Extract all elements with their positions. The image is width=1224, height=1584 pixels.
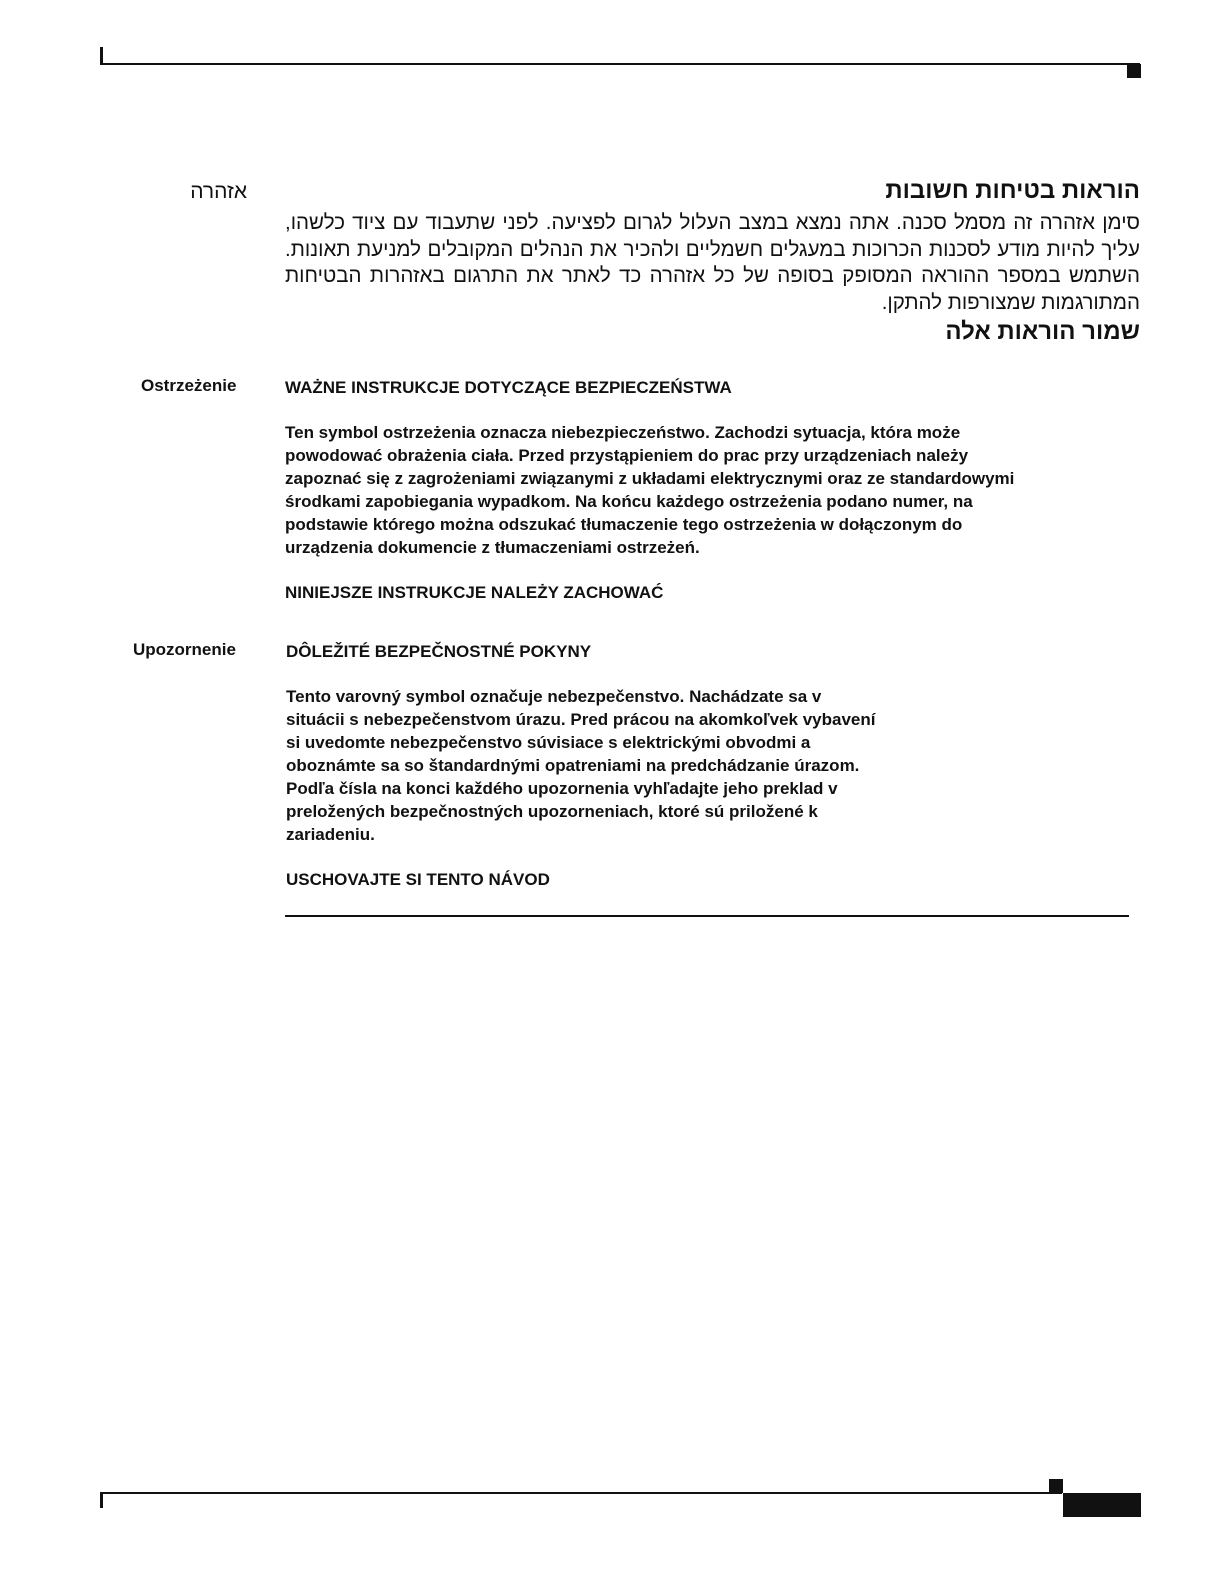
footer-page-tab — [1063, 1493, 1141, 1517]
slovak-warning-title: DÔLEŽITÉ BEZPEČNOSTNÉ POKYNY — [286, 642, 592, 661]
body-line: środkami zapobiegania wypadkom. Na końcu każdego ostrzeżenia podano numer, na — [285, 492, 973, 511]
body-line: podstawie którego można odszukać tłumaczenie tego ostrzeżenia w dołączonym do — [285, 515, 963, 534]
footer-rule — [100, 1492, 1062, 1494]
slovak-warning-block — [286, 641, 1106, 891]
polish-warning-title: WAŻNE INSTRUKCJE DOTYCZĄCE BEZPIECZEŃSTWA — [285, 378, 732, 397]
body-line: Tento varovný symbol označuje nebezpečenstvo. Nachádzate sa v — [286, 687, 822, 706]
body-line: zapoznać się z zagrożeniami związanymi z układami elektrycznymi oraz ze standardowymi — [285, 469, 1015, 488]
body-line: urządzenia dokumencie z tłumaczeniami ostrzeżeń. — [285, 538, 700, 557]
hebrew-warning-label: אזהרה — [190, 180, 247, 203]
body-line: zariadeniu. — [286, 825, 375, 844]
header-left-tick — [100, 47, 103, 64]
slovak-warning-label: Upozornenie — [133, 640, 236, 659]
slovak-warning-body — [286, 685, 1106, 846]
body-line: si uvedomte nebezpečenstvo súvisiace s elektrickými obvodmi a — [286, 733, 811, 752]
slovak-save-instructions: USCHOVAJTE SI TENTO NÁVOD — [286, 870, 550, 889]
hebrew-save-instructions: שמור הוראות אלה — [945, 318, 1140, 345]
hebrew-warning-body: סימן אזהרה זה מסמל סכנה. אתה נמצא במצב העלול לגרום לפציעה. לפני שתעבוד עם ציוד כלשהו, עליך להיות מודע לסכנות הכרוכות במעגלים חשמליים ולהכיר את הנהלים המקובלים למניעת תאונות. השתמש במספר ההוראה המסופק בסופה של כל אזהרה כד לאתר את התרגום באזהרות הבטיחות המתורגמות שמצורפות להתקן. — [285, 211, 1140, 314]
hebrew-warning-block — [285, 176, 1140, 346]
polish-warning-block — [285, 377, 1105, 604]
hebrew-warning-title: הוראות בטיחות חשובות — [885, 177, 1140, 204]
polish-save-instructions: NINIEJSZE INSTRUKCJE NALEŻY ZACHOWAĆ — [285, 583, 664, 602]
footer-left-tick — [100, 1492, 103, 1508]
body-line: powodować obrażenia ciała. Przed przystąpieniem do prac przy urządzeniach należy — [285, 446, 969, 465]
body-line: oboznámte sa so štandardnými opatreniami na predchádzanie úrazom. — [286, 756, 860, 775]
footer-corner-mark — [1049, 1479, 1063, 1493]
header-rule — [100, 63, 1140, 65]
header-corner-mark — [1127, 64, 1141, 78]
body-line: Ten symbol ostrzeżenia oznacza niebezpieczeństwo. Zachodzi sytuacja, która może — [285, 423, 961, 442]
body-line: situácii s nebezpečenstvom úrazu. Pred prácou na akomkoľvek vybavení — [286, 710, 876, 729]
polish-warning-label: Ostrzeżenie — [141, 376, 237, 395]
body-line: Podľa čísla na konci každého upozornenia vyhľadajte jeho preklad v — [286, 779, 838, 798]
section-end-rule — [285, 915, 1129, 917]
body-line: preložených bezpečnostných upozorneniach, ktoré sú priložené k — [286, 802, 818, 821]
polish-warning-body — [285, 421, 1105, 559]
